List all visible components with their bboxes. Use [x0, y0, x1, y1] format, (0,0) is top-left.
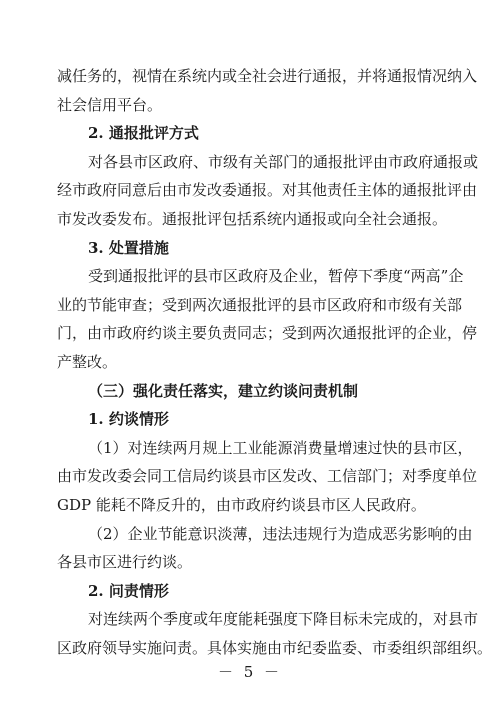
page-number: － 5 －	[217, 663, 283, 681]
paragraph-line: 经市政府同意后由市发改委通报。对其他责任主体的通报批评由	[57, 181, 478, 200]
paragraph-line: 各县市区进行约谈。	[57, 553, 193, 572]
subheading-disposal-measures: 3. 处置措施	[88, 238, 169, 257]
paragraph-line: 业的节能审查；受到两次通报批评的县市区政府和市级有关部	[57, 295, 463, 314]
subheading-accountability-cases: 2. 问责情形	[88, 581, 169, 600]
paragraph-line: 社会信用平台。	[57, 95, 163, 114]
paragraph-line: 减任务的，视情在系统内或全社会进行通报，并将通报情况纳入	[57, 67, 478, 85]
paragraph-line: GDP 能耗不降反升的，由市政府约谈县市区人民政府。	[57, 496, 426, 514]
paragraph-line: 对各县市区政府、市级有关部门的通报批评由市政府通报或	[88, 152, 479, 171]
subheading-notice-method: 2. 通报批评方式	[88, 124, 199, 143]
paragraph-line: 市发改委发布。通报批评包括系统内通报或向全社会通报。	[57, 210, 448, 228]
paragraph-line: （2）企业节能意识淡薄，违法违规行为造成恶劣影响的由	[88, 524, 473, 543]
subheading-interview-cases: 1. 约谈情形	[88, 410, 169, 429]
paragraph-line: 产整改。	[57, 353, 118, 371]
paragraph-line: 门，由市政府约谈主要负责同志；受到两次通报批评的企业，停	[57, 324, 478, 343]
paragraph-line: （1）对连续两月规上工业能源消费量增速过快的县市区，	[88, 438, 473, 457]
section-heading-three: （三）强化责任落实，建立约谈问责机制	[88, 381, 359, 400]
paragraph-line: 由市发改委会同工信局约谈县市区发改、工信部门；对季度单位	[57, 467, 478, 486]
paragraph-line: 受到通报批评的县市区政府及企业，暂停下季度“两高”企	[88, 267, 464, 286]
paragraph-line: 对连续两个季度或年度能耗强度下降目标未完成的，对县市	[88, 610, 479, 629]
paragraph-line: 区政府领导实施问责。具体实施由市纪委监委、市委组织部组织。	[57, 639, 493, 657]
